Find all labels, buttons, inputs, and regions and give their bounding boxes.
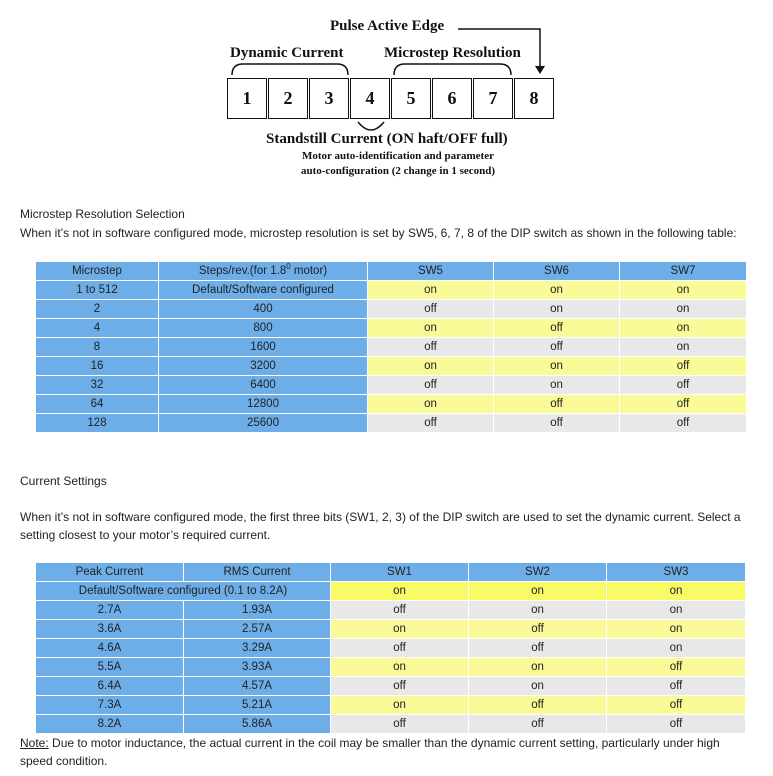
current-heading: Current Settings <box>20 474 107 488</box>
cell-default-label: Default/Software configured (0.1 to 8.2A) <box>36 582 330 600</box>
cell-sw1: on <box>331 696 468 714</box>
cell-sw5: on <box>368 319 493 337</box>
dip-switch-4: 4 <box>350 78 390 119</box>
cell-sw2: on <box>469 658 606 676</box>
microstep-table <box>35 261 747 433</box>
dip-switch-5: 5 <box>391 78 431 119</box>
cell-steps: 12800 <box>159 395 367 413</box>
table-row <box>36 715 745 733</box>
cell-sw3: off <box>607 677 745 695</box>
dip-switch-1: 1 <box>227 78 267 119</box>
col-peak-current: Peak Current <box>36 563 183 581</box>
cell-sw1: on <box>331 658 468 676</box>
dip-switch-2: 2 <box>268 78 308 119</box>
cell-peak: 7.3A <box>36 696 183 714</box>
cell-sw5: off <box>368 300 493 318</box>
cell-peak: 2.7A <box>36 601 183 619</box>
table-row <box>36 414 746 432</box>
dip-switch-8: 8 <box>514 78 554 119</box>
cell-microstep: 128 <box>36 414 158 432</box>
table-row <box>36 696 745 714</box>
cell-steps: 6400 <box>159 376 367 394</box>
cell-microstep: 8 <box>36 338 158 356</box>
cell-sw6: off <box>494 338 619 356</box>
pulse-active-edge-label: Pulse Active Edge <box>330 18 445 34</box>
cell-sw7: off <box>620 376 746 394</box>
microstep-heading: Microstep Resolution Selection <box>20 207 185 221</box>
cell-microstep: 16 <box>36 357 158 375</box>
col-rms-current: RMS Current <box>184 563 330 581</box>
table-row <box>36 357 746 375</box>
cell-sw7: on <box>620 338 746 356</box>
table-row <box>36 620 745 638</box>
cell-rms: 3.93A <box>184 658 330 676</box>
dip-switch-3: 3 <box>309 78 349 119</box>
cell-sw3: off <box>607 715 745 733</box>
table-row <box>36 601 745 619</box>
cell-sw2: off <box>469 639 606 657</box>
microstep-resolution-label: Microstep Resolution <box>384 45 521 61</box>
cell-sw2: on <box>469 601 606 619</box>
col-microstep: Microstep <box>36 262 158 280</box>
cell-sw6: off <box>494 414 619 432</box>
current-table <box>35 562 746 734</box>
table-row <box>36 677 745 695</box>
dip-switch-7: 7 <box>473 78 513 119</box>
cell-sw6: off <box>494 319 619 337</box>
cell-sw5: on <box>368 281 493 299</box>
cell-sw7: on <box>620 300 746 318</box>
cell-sw3: off <box>607 658 745 676</box>
cell-sw5: on <box>368 395 493 413</box>
note-line-2: speed condition. <box>20 754 108 768</box>
cell-peak: 4.6A <box>36 639 183 657</box>
auto-id-line-1: Motor auto-identification and parameter <box>302 150 494 162</box>
note-line-1 <box>20 736 720 750</box>
cell-steps: 800 <box>159 319 367 337</box>
cell-rms: 1.93A <box>184 601 330 619</box>
cell-microstep: 32 <box>36 376 158 394</box>
cell-sw2: off <box>469 696 606 714</box>
cell-sw1: on <box>331 582 468 600</box>
auto-id-line-2: auto-configuration (2 change in 1 second) <box>300 165 496 177</box>
cell-sw1: off <box>331 677 468 695</box>
cell-sw1: off <box>331 639 468 657</box>
cell-sw7: on <box>620 319 746 337</box>
cell-rms: 5.21A <box>184 696 330 714</box>
cell-steps: 400 <box>159 300 367 318</box>
cell-sw1: on <box>331 620 468 638</box>
dip-switch-row <box>227 78 555 119</box>
cell-steps: 3200 <box>159 357 367 375</box>
cell-sw5: on <box>368 357 493 375</box>
dip-switch-6: 6 <box>432 78 472 119</box>
cell-sw7: off <box>620 395 746 413</box>
cell-sw1: off <box>331 601 468 619</box>
table-row <box>36 639 745 657</box>
col-sw3: SW3 <box>607 563 745 581</box>
table-row <box>36 281 746 299</box>
cell-peak: 5.5A <box>36 658 183 676</box>
cell-microstep: 64 <box>36 395 158 413</box>
cell-sw6: on <box>494 281 619 299</box>
cell-sw7: off <box>620 357 746 375</box>
cell-steps: Default/Software configured <box>159 281 367 299</box>
cell-peak: 6.4A <box>36 677 183 695</box>
dynamic-current-label: Dynamic Current <box>230 45 344 61</box>
cell-sw2: off <box>469 715 606 733</box>
microstep-description: When it’s not in software configured mode, microstep resolution is set by SW5, 6, 7, 8 of the DIP switch as shown in the following table: <box>20 226 737 240</box>
cell-sw5: off <box>368 338 493 356</box>
cell-sw7: on <box>620 281 746 299</box>
cell-steps: 25600 <box>159 414 367 432</box>
cell-sw2: on <box>469 582 606 600</box>
cell-sw2: off <box>469 620 606 638</box>
cell-sw5: off <box>368 414 493 432</box>
cell-steps: 1600 <box>159 338 367 356</box>
cell-peak: 8.2A <box>36 715 183 733</box>
microstep-table-header <box>36 262 746 280</box>
table-row <box>36 658 745 676</box>
table-row <box>36 338 746 356</box>
cell-sw3: on <box>607 582 745 600</box>
cell-sw6: on <box>494 300 619 318</box>
table-row <box>36 300 746 318</box>
col-sw5: SW5 <box>368 262 493 280</box>
cell-microstep: 1 to 512 <box>36 281 158 299</box>
cell-rms: 2.57A <box>184 620 330 638</box>
cell-sw3: on <box>607 639 745 657</box>
cell-sw1: off <box>331 715 468 733</box>
standstill-current-label: Standstill Current (ON haft/OFF full) <box>266 131 508 147</box>
cell-sw5: off <box>368 376 493 394</box>
cell-sw6: off <box>494 395 619 413</box>
col-sw7: SW7 <box>620 262 746 280</box>
col-sw2: SW2 <box>469 563 606 581</box>
cell-rms: 4.57A <box>184 677 330 695</box>
table-row <box>36 376 746 394</box>
note-text: Due to motor inductance, the actual current in the coil may be smaller than the dynamic current setting, particularly under high <box>48 736 720 750</box>
table-row <box>36 582 745 600</box>
table-row <box>36 395 746 413</box>
cell-rms: 3.29A <box>184 639 330 657</box>
current-table-header <box>36 563 745 581</box>
table-row <box>36 319 746 337</box>
dip-switch-diagram <box>0 0 773 190</box>
col-sw6: SW6 <box>494 262 619 280</box>
note-label: Note: <box>20 736 49 750</box>
cell-microstep: 2 <box>36 300 158 318</box>
cell-microstep: 4 <box>36 319 158 337</box>
cell-sw2: on <box>469 677 606 695</box>
current-description-line-2: setting closest to your motor’s required current. <box>20 528 271 542</box>
cell-peak: 3.6A <box>36 620 183 638</box>
current-description-line-1: When it’s not in software configured mode, the first three bits (SW1, 2, 3) of the DIP switch are used to set the dynamic current. Select a <box>20 510 741 524</box>
cell-sw6: on <box>494 376 619 394</box>
cell-sw3: off <box>607 696 745 714</box>
cell-sw3: on <box>607 601 745 619</box>
cell-sw3: on <box>607 620 745 638</box>
col-steps-rev: Steps/rev.(for $1.8^0$ motor) <box>159 262 367 280</box>
cell-rms: 5.86A <box>184 715 330 733</box>
col-sw1: SW1 <box>331 563 468 581</box>
cell-sw7: off <box>620 414 746 432</box>
cell-sw6: on <box>494 357 619 375</box>
